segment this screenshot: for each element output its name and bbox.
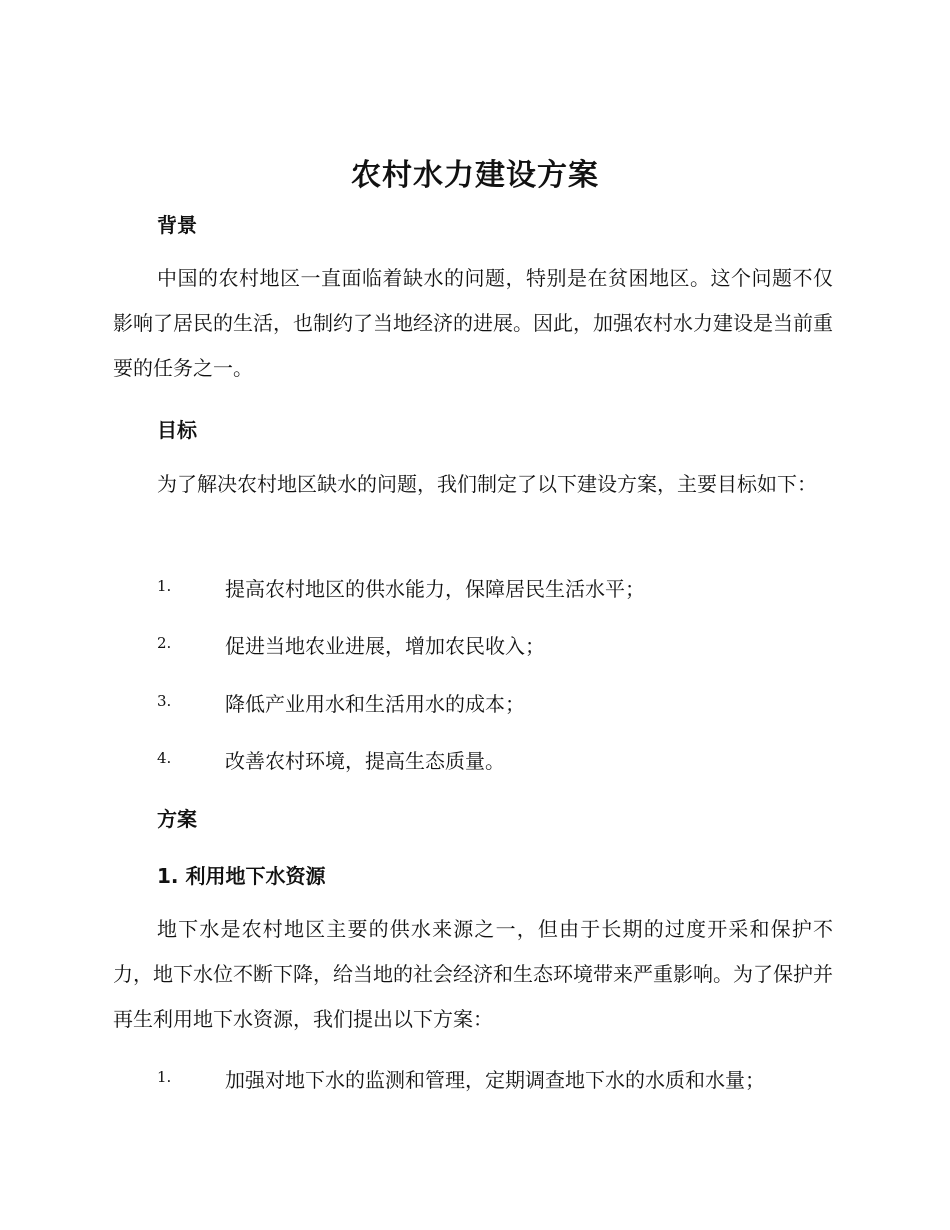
list-text: 提高农村地区的供水能力，保障居民生活水平； <box>225 577 645 601</box>
background-paragraph: 中国的农村地区一直面临着缺水的问题，特别是在贫困地区。这个问题不仅影响了居民的生活，也制约了当地经济的进展。因此，加强农村水力建设是当前重要的任务之一。 <box>113 266 833 380</box>
plan-list-item <box>157 1064 837 1094</box>
goal-list-item <box>157 688 837 718</box>
document-title: 农村水力建设方案 <box>351 158 599 193</box>
goals-paragraph: 为了解决农村地区缺水的问题，我们制定了以下建设方案，主要目标如下： <box>157 472 817 496</box>
list-text: 改善农村环境，提高生态质量。 <box>225 749 505 773</box>
goal-list-item <box>157 745 837 775</box>
goal-list-item <box>157 630 837 660</box>
section-heading-plan: 方案 <box>157 807 197 831</box>
list-number: 1. <box>157 577 172 595</box>
list-text: 降低产业用水和生活用水的成本； <box>225 692 525 716</box>
list-number: 3. <box>157 692 172 710</box>
list-number: 1. <box>157 1068 172 1086</box>
goal-list-item <box>157 573 837 603</box>
groundwater-paragraph: 地下水是农村地区主要的供水来源之一，但由于长期的过度开采和保护不力，地下水位不断下降，给当地的社会经济和生态环境带来严重影响。为了保护并再生利用地下水资源，我们提出以下方案： <box>113 917 833 1031</box>
list-number: 4. <box>157 749 172 767</box>
section-heading-background: 背景 <box>157 213 197 237</box>
list-text: 促进当地农业进展，增加农民收入； <box>225 634 545 658</box>
section-heading-goals: 目标 <box>157 418 197 442</box>
list-number: 2. <box>157 634 172 652</box>
subsection-heading-groundwater: 1. 利用地下水资源 <box>157 864 326 888</box>
list-text: 加强对地下水的监测和管理，定期调查地下水的水质和水量； <box>225 1068 765 1092</box>
